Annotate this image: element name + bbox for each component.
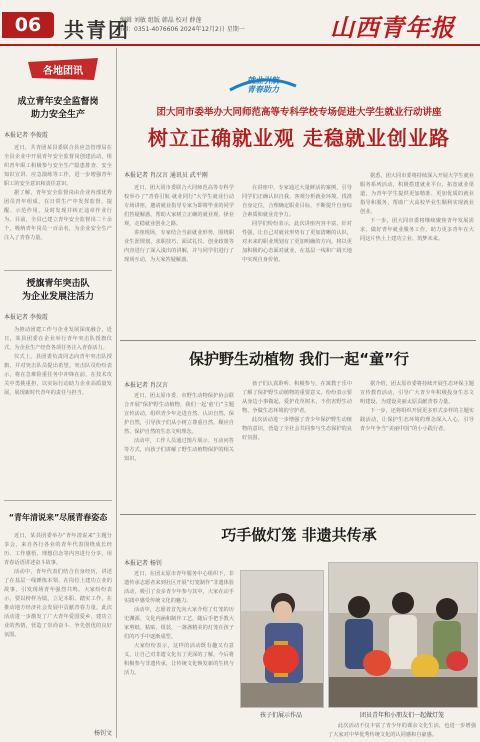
feature-badge-text — [228, 76, 298, 94]
sidebar-footer-note: 杨钊文 — [93, 730, 112, 737]
feature-kicker: 团大同市委举办大同师范高等专科学校专场促进大学生就业行动讲座 — [156, 107, 442, 118]
sidebar-article-1-body — [4, 144, 112, 270]
sidebar-article-1-title1: 成立青年安全监督岗 — [17, 97, 99, 107]
section-name: 共青团 — [64, 18, 130, 42]
photo-group-lanterns-image — [329, 563, 477, 707]
photo1-caption: 孩子们展示作品 — [259, 712, 302, 719]
paragraph: 此次活动进一步增强了青少年保护野生动植物的意识，营造了全社会共同参与生态保护的良好氛围。 — [242, 417, 352, 441]
photo-lantern-child-image — [241, 571, 323, 707]
paragraph: 活动中，青年代表们结合自身经历，讲述了在基层一线锤炼本领、在岗位上建功立业的故事，引发现场青年强烈共鸣。大家纷纷表示，要以榜样为镜，立足本职、踏实工作，在推动地方经济社会发展中贡献青春力量。此次活动进一步激发了广大青年爱国爱乡、建功立业的热情，营造了崇尚奋斗、争先创优的良好氛围。 — [4, 569, 112, 638]
sidebar-article-2-body — [4, 326, 112, 488]
photo-group-lanterns — [328, 562, 478, 708]
sidebar-article-2 — [4, 278, 112, 488]
paragraph: 下一步，团大同市委将继续聚焦青年发展需求，做好青年就业服务工作，助力更多青年在大同这片热土上建功立业、筑梦未来。 — [360, 218, 474, 242]
sidebar-article-1 — [4, 96, 112, 270]
divider — [120, 340, 476, 341]
header-meta-line1: 编辑 刘敏 组版 韩晶 校对 薛莲 — [120, 17, 202, 24]
header-meta — [120, 16, 250, 34]
paragraph: 下一步，还将组织开展更多形式多样的主题实践活动，让保护生态环境的理念深入人心，引导青少年争当“美丽中国”的小小践行者。 — [360, 408, 474, 432]
paragraph: 活动中，工作人员通过图片展示、互动问答等方式，向孩子们讲解了野生动植物保护的相关知识。 — [124, 438, 234, 462]
article2-headline: 保护野生动植物 我们一起“童”行 — [189, 350, 409, 368]
feature-column-3 — [360, 172, 474, 332]
paragraph: 孩子们认真聆听、积极参与，在寓教于乐中了解了保护野生动植物的重要意义，纷纷表示要从身边小事做起，爱护花草树木，不伤害野生动物，争做生态环境的守护者。 — [242, 381, 352, 414]
paragraph: 据介绍，团太原市委将持续开展生态环保主题宣传教育活动，引导广大青少年积极投身生态文明建设，为建设美丽太原贡献青春力量。 — [360, 381, 474, 405]
paragraph: 活动中，志愿者首先向大家介绍了灯笼的历史渊源、文化内涵和制作工艺，随后手把手教大家剪纸、粘贴、组装，一盏盏精美的灯笼在孩子们的巧手中逐渐成型。 — [124, 607, 234, 640]
sidebar-banner — [28, 58, 98, 80]
article3-column-1 — [124, 570, 234, 738]
article2-column-2 — [242, 380, 352, 508]
paragraph: 近日，在团太原市青年服务中心组织下，非遗传承志愿者来到社区开展“灯笼制作”非遗体验活动，吸引了众多青少年参与其中，大家在动手实践中感受传统文化的魅力。 — [124, 571, 234, 604]
sidebar-article-2-byline: 本报记者 李俊霞 — [4, 314, 48, 321]
paragraph: 近日，某县团委举办“青年清说来”主题分享会，来自各行各业的青年代表围绕成长经历、工作感悟、理想信念等内容进行分享，用青春话语讲述奋斗故事。 — [4, 533, 112, 566]
badge-line1: 就业引航 — [247, 76, 279, 85]
sidebar-article-2-title2: 为企业发展注活力 — [21, 292, 94, 302]
paragraph: 同学们纷纷表示，此次讲座内容丰富、针对性强，让自己对就业形势有了更加清晰的认识，对未来的职业规划有了更加明确的方向，将以更加积极的心态面对就业，在基层一线和广阔天地中实现自身价值。 — [242, 221, 352, 263]
badge-line2: 青春助力 — [247, 85, 279, 94]
article2-column-1 — [124, 392, 234, 508]
sidebar-article-1-title2: 助力安全生产 — [30, 110, 85, 120]
sidebar-article-1-byline: 本报记者 李俊霞 — [4, 132, 48, 139]
page-number: 06 — [2, 12, 54, 38]
feature-badge — [228, 72, 298, 98]
sidebar-article-2-title1: 授旗青年突击队 — [26, 279, 90, 289]
article2-column-3 — [360, 380, 474, 508]
photo-lantern-child — [240, 570, 324, 708]
paragraph: 仪式上，县团委负责同志向青年突击队授旗，并对突击队员提出希望。突击队员纷纷表示，将在急难险重任务中冲锋在前，在技术攻关中勇挑重担，以实际行动助力企业高质量发展，展现新时代青年的责任与担当。 — [4, 354, 112, 396]
sidebar-divider — [116, 48, 117, 738]
newspaper-masthead: 山西青年报 — [330, 14, 455, 42]
sidebar-article-3 — [4, 512, 112, 737]
paragraph: 据悉，团大同市委将持续深入开展大学生就业服务系列活动，积极搭建就业平台，拓宽就业渠道，为青年学生提供更加精准、更加优质的就业指导和服务，帮助广大高校毕业生顺利实现就业创业。 — [360, 173, 474, 215]
article3-right-column — [328, 722, 476, 740]
feature-byline: 本报记者 肖汉言 通讯员 武平刚 — [124, 172, 208, 179]
header-meta-line2: Tel：0351-4076606 2024年12月2日 星期一 — [120, 26, 245, 33]
divider — [4, 500, 112, 501]
sidebar-article-3-body — [4, 532, 112, 728]
paragraph: 为推动团建工作与企业发展深度融合，近日，某县团委在企业举行青年突击队授旗仪式，为企业生产经营各项任务注入青春活力。 — [4, 327, 112, 351]
feature-column-1 — [124, 184, 234, 332]
article2-byline: 本报记者 肖汉言 — [124, 382, 168, 389]
article3-headline: 巧手做灯笼 非遗共传承 — [221, 526, 377, 544]
divider — [120, 514, 476, 515]
sidebar-banner-label: 各地团讯 — [43, 66, 83, 77]
photo2-caption: 团员青年和小朋友们一起做灯笼 — [359, 712, 444, 719]
feature-headline: 树立正确就业观 走稳就业创业路 — [148, 126, 450, 150]
paragraph: 近日，团大同市委联合大同师范高等专科学校举办了“青春引航·就业同行”大学生就业行动专场讲座，邀请就业指导专家为即将毕业的同学们答疑解惑，帮助大家树立正确的就业观、择业观，走稳就业创业之路。 — [124, 185, 234, 227]
paragraph: 大家纷纷表示，这样的活动既有趣又有意义，让自己对非遗文化有了更深的了解，今后将积极参与非遗传承，让传统文化焕发新的生机与活力。 — [124, 643, 234, 676]
feature-column-2 — [242, 184, 352, 332]
paragraph: 讲座现场，专家结合当前就业形势，围绕职业生涯规划、求职技巧、面试礼仪、创业政策等内容进行了深入浅出的讲解，并与同学们进行了现场互动，为大家答疑解惑。 — [124, 230, 234, 263]
paragraph: 此次活动不仅丰富了青少年的课余文化生活，也进一步增强了大家对中华优秀传统文化的认同感和自豪感。 — [328, 723, 476, 738]
article3-byline: 本报记者 杨钊 — [124, 560, 162, 567]
paragraph: 近日，共青团某县委联合县应急管理局在全县企业中开展青年安全监督岗创建活动，组织青年职工积极参与安全生产隐患排查、安全知识宣讲、应急演练等工作，进一步增强青年职工的安全意识和责任意识。 — [4, 145, 112, 187]
paragraph: 近日，团太原市委、市野生动物保护协会联合开展“保护野生动植物，我们一起‘童’行”主题宣传活动，组织青少年走进自然、认识自然、保护自然，引导孩子们从小树立尊重自然、顺应自然、保护自然的生态文明理念。 — [124, 393, 234, 435]
sidebar-article-3-title: “青年清说来”尽展青春姿态 — [8, 513, 108, 522]
paragraph: 在讲座中，专家通过大量鲜活的案例，引导同学们正确认识自我、客观分析就业环境，找准自身定位，合理确定职业目标，不断提升自身综合素质和就业竞争力。 — [242, 185, 352, 218]
paragraph: 据了解，青年安全监督岗由企业内部优秀团员青年组成，在日常生产中发挥监督、提醒、示范作用，及时发现并纠正违章作业行为。目前，全县已建立青年安全监督岗二十余个，吸纳青年岗员一百余名，为企业安全生产注入了青春力量。 — [4, 190, 112, 241]
divider — [4, 270, 112, 271]
